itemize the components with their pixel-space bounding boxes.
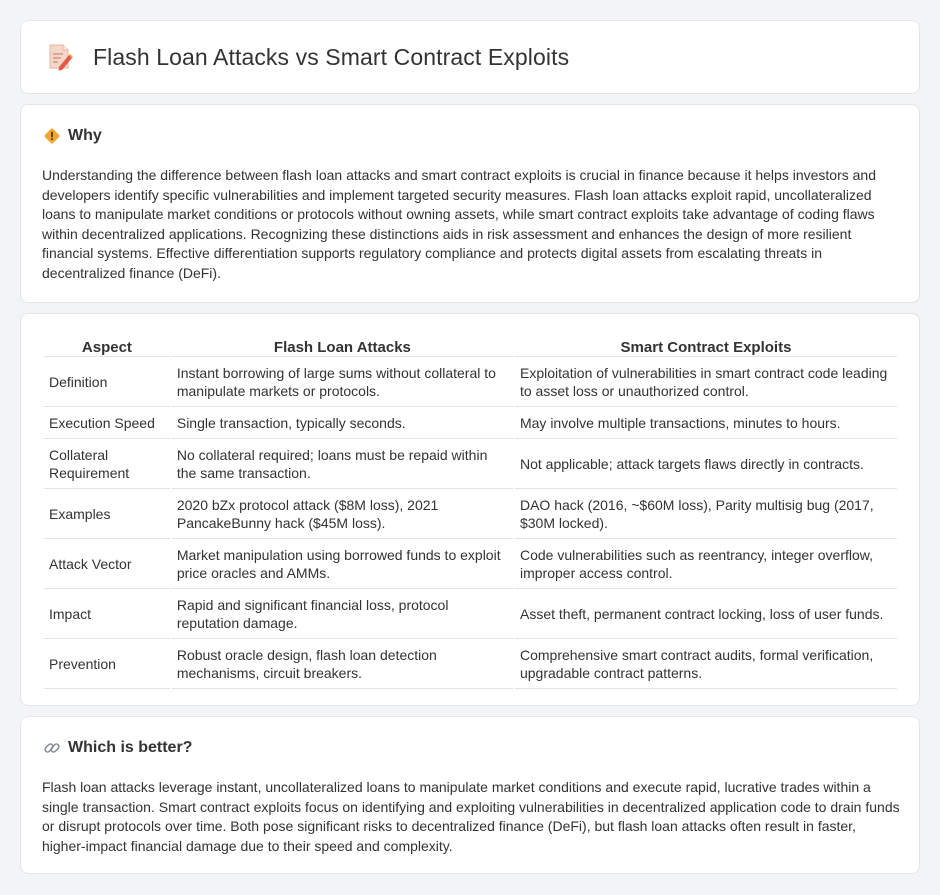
aspect-cell: Attack Vector (44, 539, 170, 589)
page-title: Flash Loan Attacks vs Smart Contract Exploits (93, 43, 570, 70)
flash-loan-cell: Instant borrowing of large sums without collateral to manipulate markets or protocols. (172, 357, 513, 407)
table-header-row (44, 336, 897, 357)
title-row (47, 43, 569, 71)
diamond-warning-icon (43, 127, 61, 145)
header-card (20, 20, 920, 94)
why-card (20, 104, 920, 303)
aspect-cell: Examples (44, 489, 170, 539)
which-is-better-card (20, 716, 920, 874)
smart-contract-cell: DAO hack (2016, ~$60M loss), Parity multisig bug (2017, $30M locked). (515, 489, 897, 539)
aspect-cell: Prevention (44, 639, 170, 689)
document-pencil-icon (47, 43, 73, 71)
table-row (44, 357, 897, 407)
why-paragraph: Understanding the difference between flash loan attacks and smart contract exploits is crucial in finance because it helps investors and developers identify specific vulnerabilities and implement targeted security measures. Flash loan attacks exploit rapid, uncollateralized loans to manipulate market conditions or protocols without owning assets, while smart contract exploits take advantage of coding flaws within decentralized applications. Recognizing these distinctions aids in risk assessment and enhances the design of more resilient financial systems. Effective differentiation supports regulatory compliance and protects digital assets from escalating threats in decentralized finance (DeFi). (42, 167, 876, 281)
comparison-card (20, 313, 920, 706)
better-paragraph: Flash loan attacks leverage instant, uncollateralized loans to manipulate market conditions and execute rapid, lucrative trades within a single transaction. Smart contract exploits focus on identifying and exploiting vulnerabilities in decentralized application code to drain funds or disrupt protocols over time. Both pose significant risks to decentralized finance (DeFi), but flash loan attacks often result in faster, higher-impact financial damage due to their speed and complexity. (42, 779, 900, 854)
table-row (44, 639, 897, 689)
flash-loan-cell: Single transaction, typically seconds. (172, 407, 513, 439)
link-icon (43, 739, 61, 757)
flash-loan-cell: No collateral required; loans must be repaid within the same transaction. (172, 439, 513, 489)
column-header-flash-loan: Flash Loan Attacks (172, 336, 513, 357)
table-row (44, 539, 897, 589)
flash-loan-cell: Market manipulation using borrowed funds to exploit price oracles and AMMs. (172, 539, 513, 589)
table-row (44, 589, 897, 639)
flash-loan-cell: Rapid and significant financial loss, protocol reputation damage. (172, 589, 513, 639)
aspect-cell: Collateral Requirement (44, 439, 170, 489)
aspect-cell: Execution Speed (44, 407, 170, 439)
smart-contract-cell: Asset theft, permanent contract locking, loss of user funds. (515, 589, 897, 639)
column-header-smart-contract: Smart Contract Exploits (515, 336, 897, 357)
flash-loan-cell: 2020 bZx protocol attack ($8M loss), 2021 PancakeBunny hack ($45M loss). (172, 489, 513, 539)
better-heading-row (43, 739, 192, 757)
better-heading: Which is better? (68, 739, 193, 756)
smart-contract-cell: May involve multiple transactions, minutes to hours. (515, 407, 897, 439)
flash-loan-cell: Robust oracle design, flash loan detection mechanisms, circuit breakers. (172, 639, 513, 689)
column-header-aspect: Aspect (44, 336, 170, 357)
aspect-cell: Definition (44, 357, 170, 407)
why-heading-row (43, 127, 102, 145)
smart-contract-cell: Comprehensive smart contract audits, formal verification, upgradable contract patterns. (515, 639, 897, 689)
smart-contract-cell: Not applicable; attack targets flaws directly in contracts. (515, 439, 897, 489)
smart-contract-cell: Code vulnerabilities such as reentrancy, integer overflow, improper access control. (515, 539, 897, 589)
table-row (44, 489, 897, 539)
table-row (44, 407, 897, 439)
comparison-table (42, 336, 899, 689)
why-heading: Why (68, 127, 102, 144)
smart-contract-cell: Exploitation of vulnerabilities in smart contract code leading to asset loss or unauthorized control. (515, 357, 897, 407)
table-row (44, 439, 897, 489)
aspect-cell: Impact (44, 589, 170, 639)
